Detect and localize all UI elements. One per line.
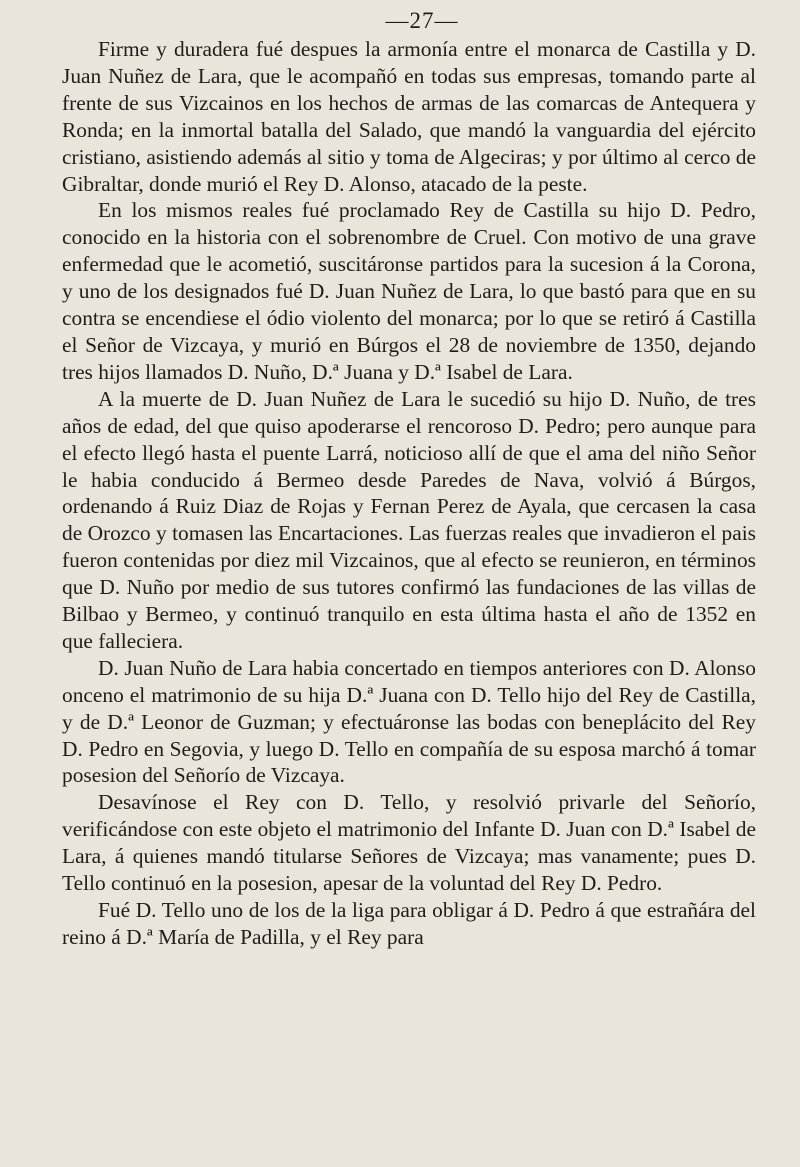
paragraph-4: D. Juan Nuño de Lara habia concertado en tiempos anteriores con D. Alonso onceno el matrimonio de su hija D.ª Juana con D. Tello hijo del Rey de Castilla, y de D.ª Leonor de Guzman; y efectuáronse las bodas con beneplácito del Rey D. Pedro en Segovia, y luego D. Tello en compañía de su esposa marchó á tomar posesion del Señorío de Vizcaya. bbox=[62, 655, 756, 788]
paragraph-2: En los mismos reales fué proclamado Rey de Castilla su hijo D. Pedro, conocido en la historia con el sobrenombre de Cruel. Con motivo de una grave enfermedad que le acometió, suscitáronse partidos para la sucesion á la Corona, y uno de los designados fué D. Juan Nuñez de Lara, lo que bastó para que en su contra se encendiese el ódio violento del monarca; por lo que se retiró á Castilla el Señor de Vizcaya, y murió en Búrgos el 28 de noviembre de 1350, dejando tres hijos llamados D. Nuño, D.ª Juana y D.ª Isabel de Lara. bbox=[62, 198, 756, 384]
body-text bbox=[62, 36, 756, 951]
page-number: —27— bbox=[385, 8, 459, 33]
paragraph-6: Fué D. Tello uno de los de la liga para obligar á D. Pedro á que estrañára del reino á D.ª María de Padilla, y el Rey para bbox=[62, 898, 756, 949]
paragraph-1: Firme y duradera fué despues la armonía entre el monarca de Castilla y D. Juan Nuñez de Lara, que le acompañó en todas sus empresas, tomando parte al frente de sus Vizcainos en los hechos de armas de las comarcas de Antequera y Ronda; en la inmortal batalla del Salado, que mandó la vanguardia del ejército cristiano, asistiendo además al sitio y toma de Algeciras; y por último al cerco de Gibraltar, donde murió el Rey D. Alonso, atacado de la peste. bbox=[62, 37, 756, 196]
paragraph-5: Desavínose el Rey con D. Tello, y resolvió privarle del Señorío, verificándose con este objeto el matrimonio del Infante D. Juan con D.ª Isabel de Lara, á quienes mandó titularse Señores de Vizcaya; mas vanamente; pues D. Tello continuó en la posesion, apesar de la voluntad del Rey D. Pedro. bbox=[62, 790, 756, 896]
paragraph-3: A la muerte de D. Juan Nuñez de Lara le sucedió su hijo D. Nuño, de tres años de edad, del que quiso apoderarse el rencoroso D. Pedro; pero aunque para el efecto llegó hasta el puente Larrá, noticioso allí de que el ama del niño Señor le habia conducido á Bermeo desde Paredes de Nava, volvió á Búrgos, ordenando á Ruiz Diaz de Rojas y Fernan Perez de Ayala, que cercasen la casa de Orozco y tomasen las Encartaciones. Las fuerzas reales que invadieron el pais fueron contenidas por diez mil Vizcainos, que al efecto se reunieron, en términos que D. Nuño por medio de sus tutores confirmó las fundaciones de las villas de Bilbao y Bermeo, y continuó tranquilo en esta última hasta el año de 1352 en que falleciera. bbox=[62, 386, 756, 653]
